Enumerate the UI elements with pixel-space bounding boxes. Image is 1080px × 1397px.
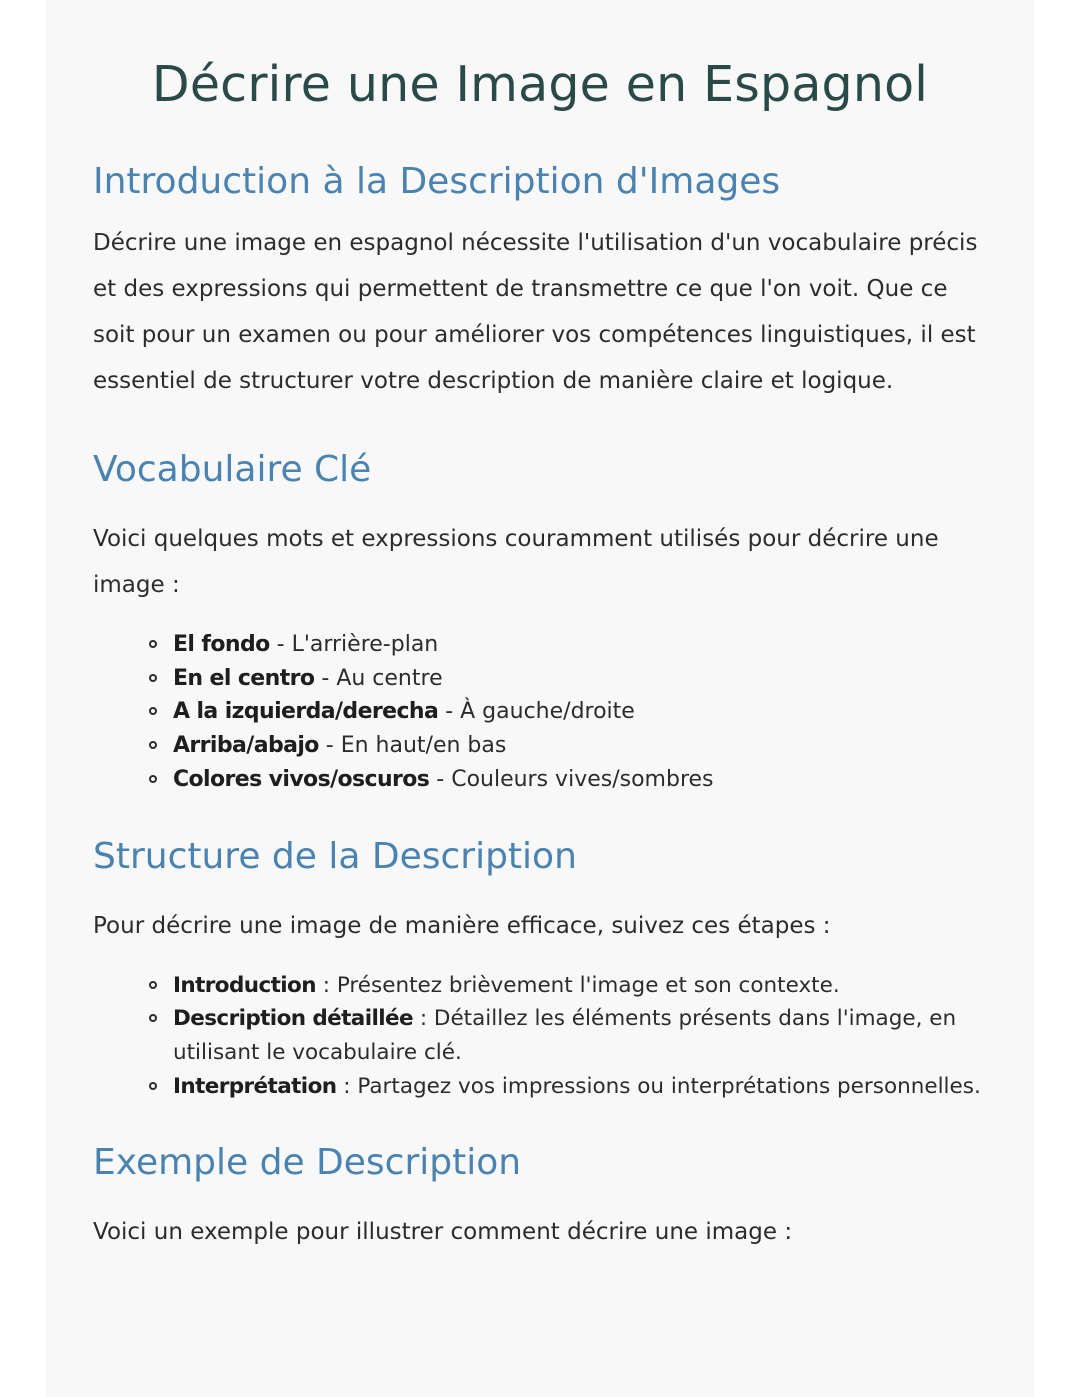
vocab-term: A la izquierda/derecha [173,699,439,725]
example-paragraph: Voici un exemple pour illustrer comment décrire une image : [93,1219,793,1246]
vocab-meaning: - Au centre [314,665,443,691]
step-term: Introduction [173,972,316,998]
section-heading-vocabulary: Vocabulaire Clé [93,449,372,490]
section-heading-example: Exemple de Description [93,1142,522,1184]
step-description: : Partagez vos impressions ou interprétations personnelles. [336,1073,981,1099]
vocab-term: Colores vivos/oscuros [173,766,430,792]
introduction-paragraph: Décrire une image en espagnol nécessite l'utilisation d'un vocabulaire précis et des expressions qui permettent de transmettre ce que l'on voit. Que ce soit pour un examen ou pour améliorer vos compétences linguistiques, il est essentiel de structurer votre description de manière claire et logique. [93,230,978,394]
vocab-meaning: - En haut/en bas [318,733,507,759]
list-item [173,729,987,763]
vocab-term: Arriba/abajo [173,733,319,759]
list-item [173,695,987,729]
step-description: : Détaillez les éléments présents dans l'image, en utilisant le vocabulaire clé. [173,1006,957,1065]
list-item [173,662,987,696]
vocab-meaning: - À gauche/droite [438,699,635,725]
vocab-meaning: - L'arrière-plan [269,632,439,657]
list-item [173,969,987,1003]
step-term: Description détaillée [173,1006,413,1032]
step-term: Interprétation [173,1073,337,1099]
document-page [46,0,1034,1397]
vocab-term: En el centro [173,665,315,691]
step-description: : Présentez brièvement l'image et son contexte. [315,972,840,998]
list-item [173,1002,987,1069]
list-item [173,628,987,662]
list-item [173,763,987,797]
vocabulary-list [93,628,987,797]
vocabulary-paragraph: Voici quelques mots et expressions couramment utilisés pour décrire une image : [93,526,939,598]
list-item [173,1070,987,1104]
section-heading-structure: Structure de la Description [93,835,577,877]
section-heading-introduction: Introduction à la Description d'Images [93,161,781,202]
vocab-meaning: - Couleurs vives/sombres [429,766,714,792]
structure-paragraph: Pour décrire une image de manière efficace, suivez ces étapes : [93,912,831,939]
page-title: Décrire une Image en Espagnol [151,56,929,113]
structure-steps-list [93,969,987,1104]
vocab-term: El fondo [173,632,270,657]
